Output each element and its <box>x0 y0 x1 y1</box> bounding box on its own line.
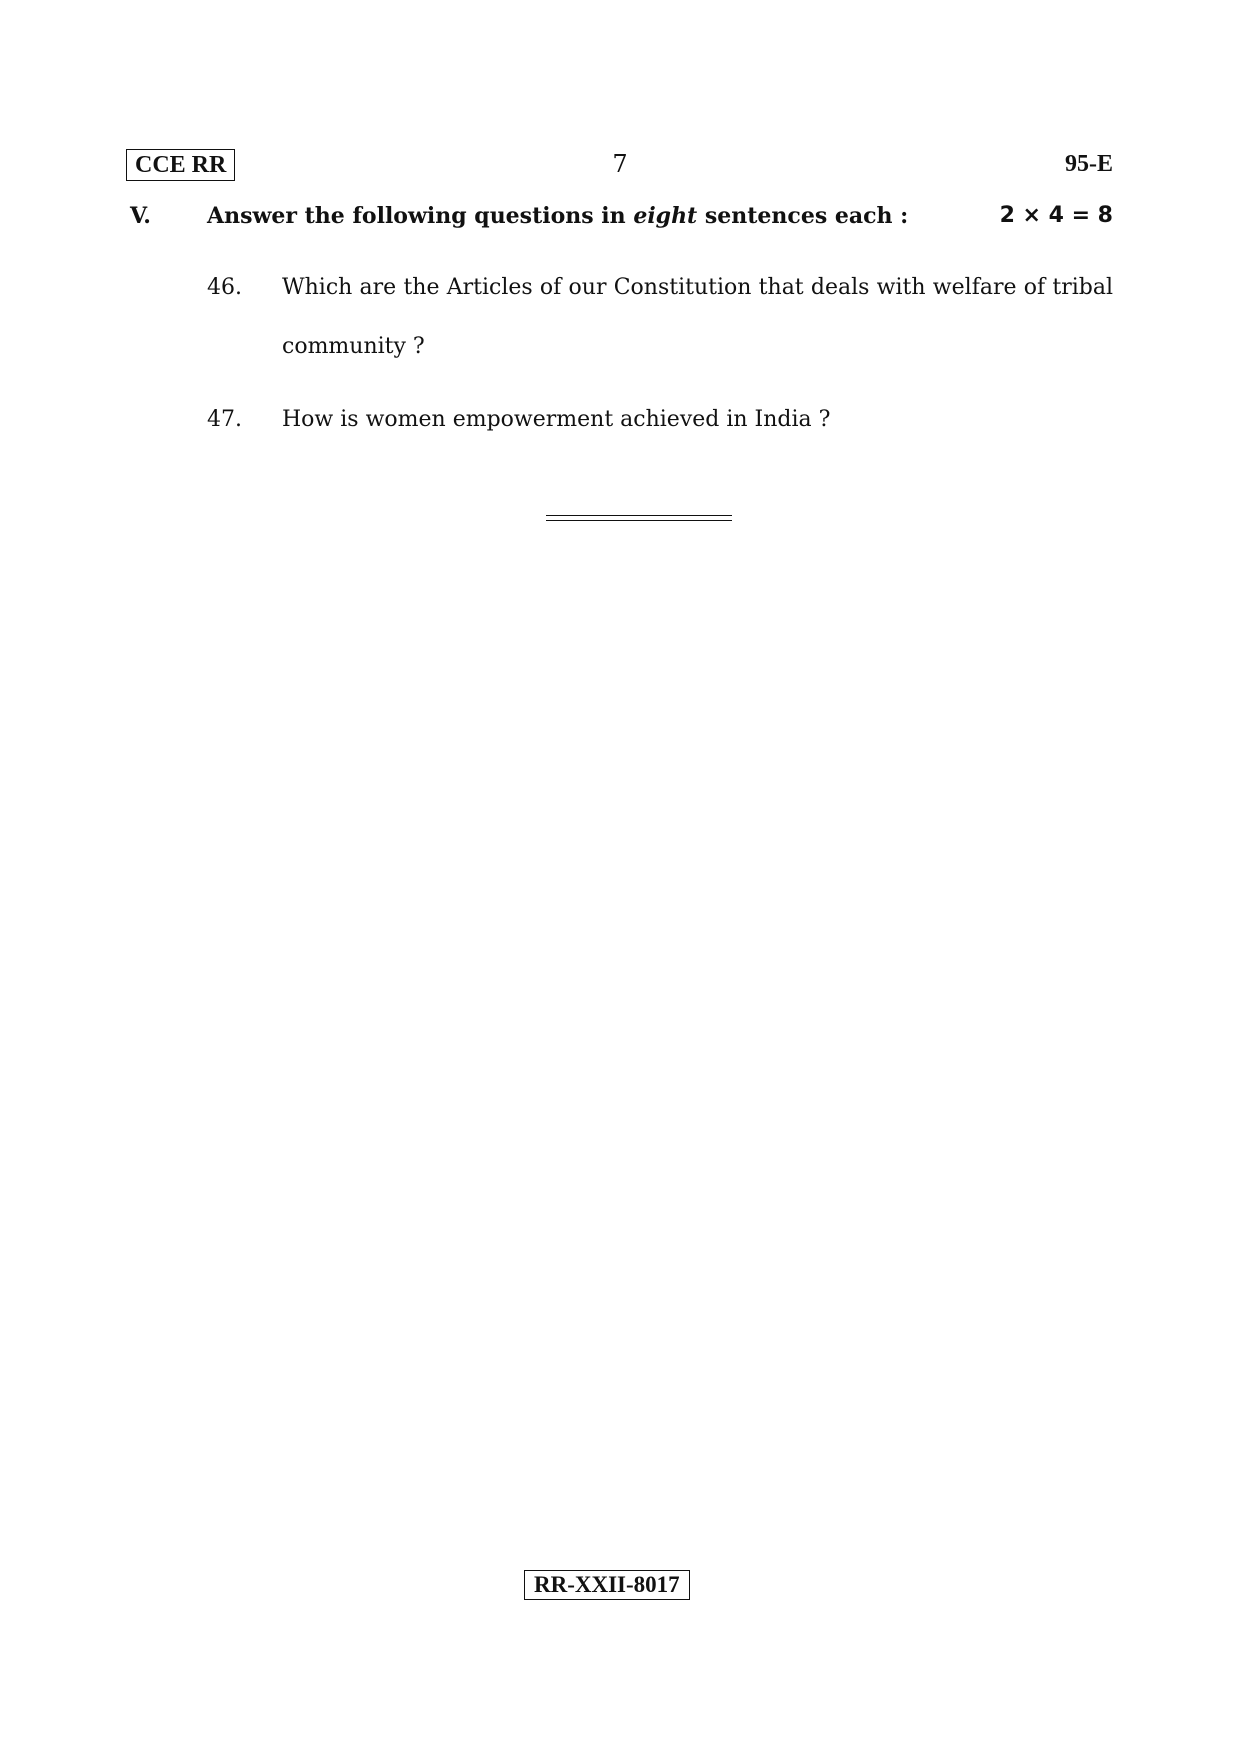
page-number: 7 <box>612 150 628 178</box>
header-code-box: CCE RR <box>126 149 235 181</box>
question-number: 46. <box>207 275 242 300</box>
section-marks: 2 × 4 = 8 <box>999 203 1113 228</box>
footer-code-box: RR-XXII-8017 <box>524 1570 690 1600</box>
paper-code: 95-E <box>1065 151 1113 177</box>
section-instruction <box>207 201 908 231</box>
question-text: How is women empowerment achieved in India ? <box>282 407 831 432</box>
instruction-after: sentences each : <box>697 203 909 229</box>
section-number: V. <box>130 203 151 229</box>
end-of-questions-rule <box>546 515 732 521</box>
instruction-before: Answer the following questions in <box>207 203 634 229</box>
instruction-emphasis: eight <box>633 203 698 229</box>
question-number: 47. <box>207 407 242 432</box>
question-text: Which are the Articles of our Constitution that deals with welfare of tribal community ? <box>282 275 1113 359</box>
